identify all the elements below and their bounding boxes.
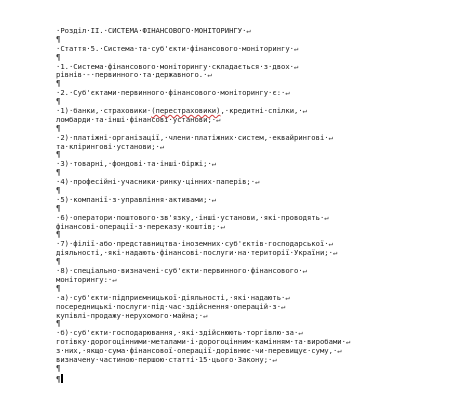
text-line (56, 312, 466, 321)
paragraph-mark-icon: ¶ (56, 283, 61, 293)
paragraph-mark-icon: ¶ (56, 79, 61, 89)
line-break-icon: ↵ (328, 239, 334, 249)
line-break-icon: ↵ (207, 70, 212, 80)
text-line (56, 178, 466, 187)
text-line (56, 143, 466, 152)
paragraph-mark-icon: ¶ (56, 374, 61, 384)
text-line (56, 45, 466, 54)
text-line (56, 71, 466, 80)
line-break-icon: ↵ (294, 61, 299, 71)
line-break-icon: ↵ (211, 159, 217, 169)
line-text: ·7)·філії·або·представництва·іноземних·суб'єктів·господарської· (56, 239, 329, 249)
line-text: ·3)·товарні,·фондові·та·інші·біржі;· (56, 159, 212, 169)
line-text: діяльності,·які·надають·фінансові·послуги·на·території·України;· (56, 248, 333, 258)
line-break-icon: ↵ (211, 194, 217, 204)
line-break-icon: ↵ (328, 132, 334, 142)
line-text: та·клірингові·установи;· (56, 141, 160, 151)
text-line (56, 276, 466, 285)
text-line (56, 89, 466, 98)
line-break-icon: ↵ (298, 328, 303, 338)
line-break-icon: ↵ (337, 346, 342, 356)
paragraph-mark-icon: ¶ (56, 97, 61, 107)
line-text: ·а)·суб'єкти·підприємницької·діяльності,·які·надають· (56, 292, 286, 302)
line-text: купівлі-продажу·нерухомого·майна;· (56, 310, 204, 320)
line-text-continued: ,·кредитні·спілки,· (220, 106, 303, 116)
text-line (56, 249, 466, 258)
line-text: фінансові·операції·з·переказу·коштів;· (56, 221, 221, 231)
line-break-icon: ↵ (159, 141, 165, 151)
text-line (56, 160, 466, 169)
line-text: визначену·частиною·першою·статті·15·цього·Закону;· (56, 354, 273, 364)
line-break-icon: ↵ (112, 274, 117, 284)
line-text: ломбарди·та·інші·фінансові·установи;· (56, 114, 217, 124)
line-break-icon: ↵ (272, 354, 277, 364)
final-paragraph (56, 374, 466, 383)
paragraph-mark-icon: ¶ (56, 123, 61, 133)
line-break-icon: ↵ (302, 266, 308, 276)
line-text: ·1)·банки,·страховики· (56, 106, 152, 116)
line-text: ·Розділ·II.·СИСТЕМА·ФІНАНСОВОГО·МОНІТОРИНГУ· (56, 26, 247, 35)
text-line (56, 356, 466, 365)
line-break-icon: ↵ (345, 337, 351, 347)
paragraph-mark-icon: ¶ (56, 52, 61, 62)
paragraph-mark-icon: ¶ (56, 230, 61, 240)
paragraph-mark-icon: ¶ (56, 34, 61, 44)
line-break-icon: ↵ (332, 248, 338, 258)
line-break-icon: ↵ (203, 310, 208, 320)
line-break-icon: ↵ (281, 301, 286, 311)
line-text: ·2.·Суб'єктами·первинного·фінансового·моніторингу·є:· (56, 88, 286, 98)
line-break-icon: ↵ (255, 177, 260, 187)
line-break-icon: ↵ (220, 221, 225, 231)
paragraph-mark-icon: ¶ (56, 168, 61, 178)
line-break-icon: ↵ (285, 88, 290, 98)
line-text: ·5)·компанії·з·управління·активами;· (56, 194, 212, 204)
paragraph-mark-icon: ¶ (56, 257, 61, 267)
line-text: посередницькі·послуги·під·час·здійснення·операцій·з· (56, 301, 282, 311)
text-line (56, 267, 466, 276)
paragraph-mark-icon: ¶ (56, 150, 61, 160)
line-text: ·4)·професійні·учасники·ринку·цінних·паперів;· (56, 177, 256, 187)
spellcheck-flagged-word[interactable]: (перестраховики) (151, 106, 221, 116)
text-cursor (61, 374, 63, 383)
line-break-icon: ↵ (216, 114, 221, 124)
text-line (56, 27, 466, 36)
document-body[interactable] (56, 27, 466, 383)
line-text: ·Стаття·5.·Система·та·суб'єкти·фінансового·моніторингу· (56, 43, 294, 53)
paragraph-mark-icon: ¶ (56, 319, 61, 329)
line-break-icon: ↵ (302, 106, 308, 116)
line-text: ·1.·Система·фінансового·моніторингу·складається·з·двох· (56, 61, 294, 71)
line-text: готівку·дорогоцінними·металами·і·дорогоцінним·камінням·та·виробами· (56, 337, 346, 347)
text-line (56, 223, 466, 232)
empty-paragraph (56, 365, 466, 374)
line-break-icon: ↵ (324, 212, 329, 222)
line-break-icon: ↵ (246, 26, 251, 35)
paragraph-mark-icon: ¶ (56, 363, 61, 373)
line-text: ·6)·оператори·поштового·зв'язку,·інші·установи,·які·проводять· (56, 212, 325, 222)
line-text: ·2)·платіжні·організації,·члени·платіжних·систем,·еквайрингові· (56, 132, 329, 142)
line-text: ·8)·спеціально·визначені·суб'єкти·первинного·фінансового· (56, 266, 303, 276)
text-line (56, 196, 466, 205)
paragraph-mark-icon: ¶ (56, 203, 61, 213)
line-text: моніторингу:· (56, 274, 113, 284)
line-text: ·б)·суб'єкти·господарювання,·які·здійснюють·торгівлю·за· (56, 328, 299, 338)
text-line (56, 116, 466, 125)
line-break-icon: ↵ (294, 43, 299, 53)
line-text: рівнів·-·первинного·та·державного.· (56, 70, 208, 80)
paragraph-mark-icon: ¶ (56, 186, 61, 196)
line-text: з·них,·якщо·сума·фінансової·операції·дорівнює·чи·перевищує·суму,· (56, 346, 338, 356)
line-break-icon: ↵ (285, 292, 290, 302)
